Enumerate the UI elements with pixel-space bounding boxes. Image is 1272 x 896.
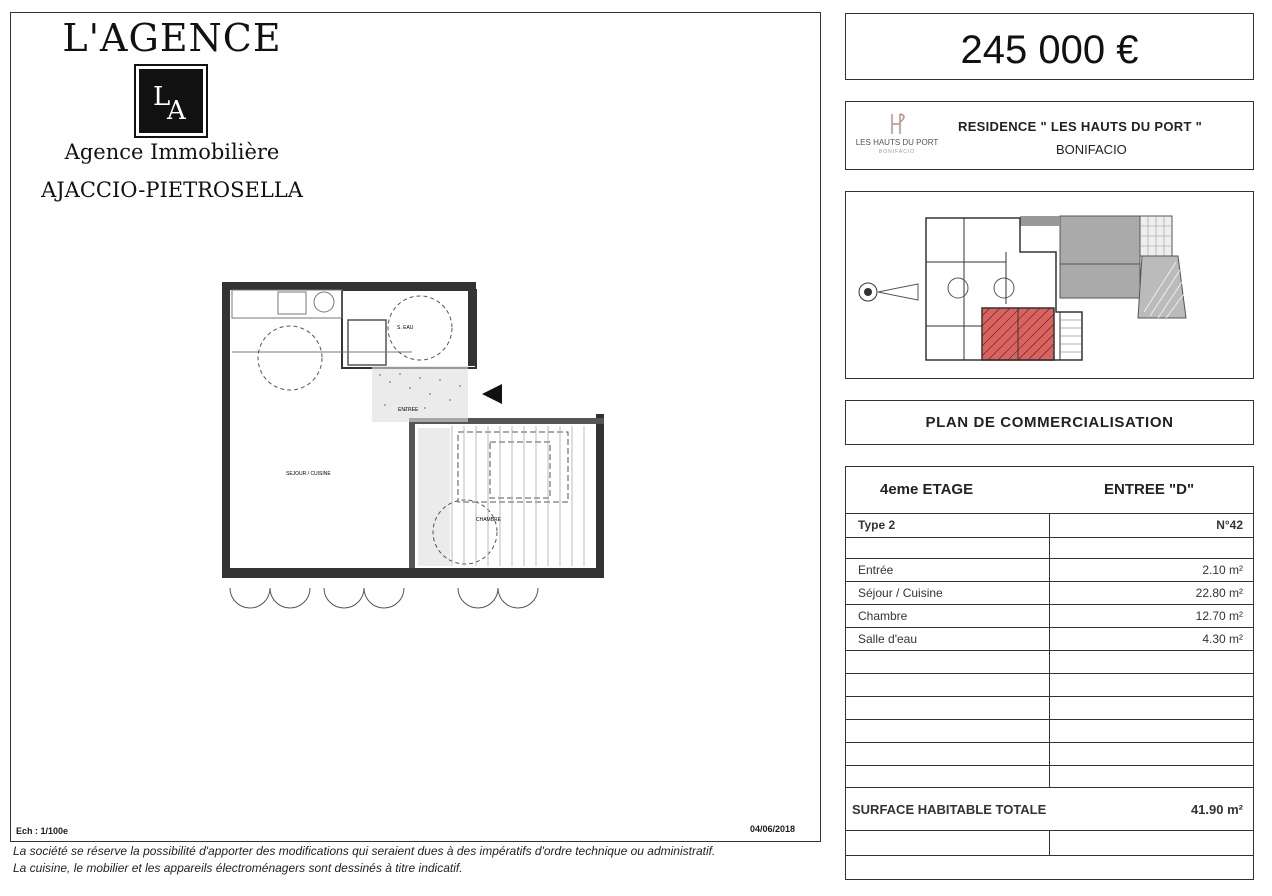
table-row bbox=[846, 538, 1253, 559]
turning-circle-kitchen bbox=[258, 326, 322, 390]
neighbour-block-1 bbox=[1060, 216, 1140, 264]
room-name: Séjour / Cuisine bbox=[858, 586, 943, 600]
table-row bbox=[846, 831, 1253, 856]
residence-box bbox=[845, 101, 1254, 170]
room-area: 2.10 m² bbox=[1202, 563, 1243, 577]
corridor-hatch bbox=[418, 428, 450, 566]
table-row bbox=[846, 628, 1253, 651]
table-row bbox=[846, 766, 1253, 788]
label-entrance: ENTREE bbox=[398, 407, 419, 413]
agency-city: AJACCIO-PIETROSELLA bbox=[41, 178, 303, 202]
svg-text:L: L bbox=[153, 82, 171, 112]
table-row bbox=[846, 582, 1253, 605]
room-name: Entrée bbox=[858, 563, 894, 577]
table-total-row bbox=[846, 788, 1253, 831]
agency-subtitle: Agence Immobilière bbox=[64, 140, 280, 164]
residence-logo-icon bbox=[886, 110, 910, 138]
room-area: 22.80 m² bbox=[1195, 586, 1243, 600]
disclaimer-line-2: La cuisine, le mobilier et les appareils électroménagers sont dessinés à titre indicatif. bbox=[13, 861, 463, 875]
wall-left bbox=[222, 282, 230, 578]
room-name: Chambre bbox=[858, 609, 908, 623]
total-value: 41.90 m² bbox=[1190, 802, 1243, 817]
disclaimer-line-1: La société se réserve la possibilité d'apporter des modifications qui seraient dues à des impératifs d'ordre technique ou administratif. bbox=[13, 844, 716, 858]
compass-icon bbox=[859, 283, 918, 301]
room-area: 4.30 m² bbox=[1202, 632, 1243, 646]
plan-date: 04/06/2018 bbox=[750, 824, 796, 834]
commercialisation-title: PLAN DE COMMERCIALISATION bbox=[925, 414, 1174, 431]
table-row bbox=[846, 651, 1253, 674]
agency-name: L'AGENCE bbox=[62, 16, 282, 60]
wall-bedroom-left bbox=[409, 418, 415, 568]
wall-top bbox=[222, 282, 476, 290]
price: 245 000 € bbox=[960, 28, 1139, 72]
commercialisation-box bbox=[845, 400, 1254, 445]
label-living: SEJOUR / CUISINE bbox=[286, 471, 331, 477]
sink bbox=[278, 292, 306, 314]
label-bathroom: S. EAU bbox=[397, 325, 414, 331]
neighbour-block-2 bbox=[1060, 264, 1140, 298]
agency-logo bbox=[136, 66, 206, 136]
wall-right bbox=[596, 414, 604, 578]
price-box bbox=[845, 13, 1254, 80]
room-name: Salle d'eau bbox=[858, 632, 918, 646]
table-row bbox=[846, 559, 1253, 582]
room-area: 12.70 m² bbox=[1195, 609, 1243, 623]
residence-logo-sub: BONIFACIO bbox=[878, 149, 916, 155]
residence-logo-text: LES HAUTS DU PORT bbox=[855, 138, 939, 147]
apartment-number: N°42 bbox=[1216, 518, 1243, 532]
svg-text:A: A bbox=[167, 96, 186, 126]
floor-label: 4eme ETAGE bbox=[880, 481, 974, 498]
building-plan bbox=[846, 192, 1253, 378]
table-header-row bbox=[846, 467, 1253, 514]
table-row bbox=[846, 697, 1253, 720]
wall-bathroom-right bbox=[468, 282, 476, 366]
agency-logo-icon bbox=[139, 69, 203, 133]
residence-title: RESIDENCE " LES HAUTS DU PORT " bbox=[958, 119, 1203, 134]
plan-scale: Ech : 1/100e bbox=[16, 826, 69, 836]
areas-table bbox=[845, 466, 1254, 880]
table-row bbox=[846, 720, 1253, 743]
total-label: SURFACE HABITABLE TOTALE bbox=[852, 802, 1047, 817]
entrance-arrow bbox=[482, 384, 502, 404]
table-row bbox=[846, 514, 1253, 538]
residence-city: BONIFACIO bbox=[1056, 142, 1127, 157]
apartment-type: Type 2 bbox=[858, 518, 896, 532]
floor-plan bbox=[200, 270, 620, 620]
building-plan-box bbox=[845, 191, 1254, 379]
disclaimer bbox=[13, 843, 823, 877]
table-row bbox=[846, 674, 1253, 697]
hob bbox=[314, 292, 334, 312]
label-bedroom: CHAMBRE bbox=[476, 517, 502, 523]
entrance-hatch bbox=[372, 366, 468, 422]
table-row bbox=[846, 605, 1253, 628]
entrance-label: ENTREE "D" bbox=[1104, 481, 1195, 498]
shower bbox=[348, 320, 386, 365]
table-row bbox=[846, 743, 1253, 766]
wall-bottom bbox=[222, 568, 604, 578]
